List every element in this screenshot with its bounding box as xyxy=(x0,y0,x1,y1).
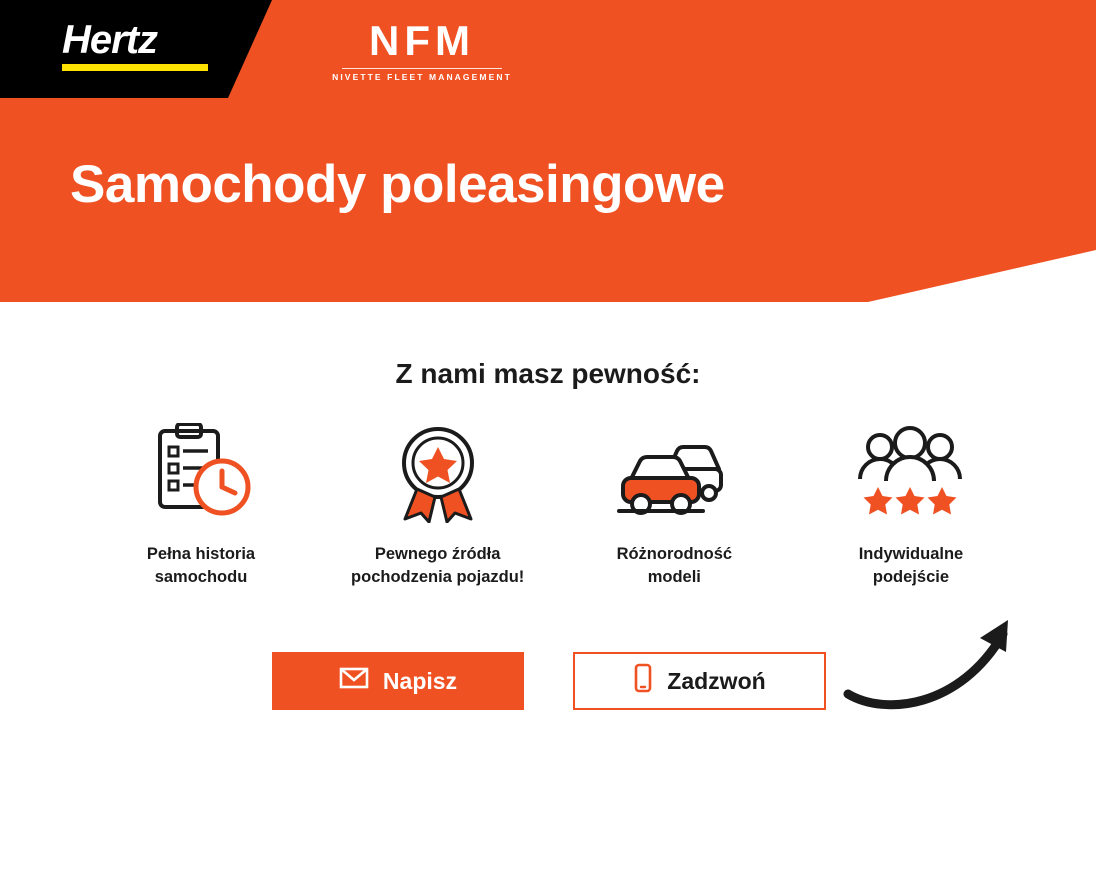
feature-label-origin-line1: Pewnego źródła xyxy=(374,545,501,563)
curved-arrow-icon xyxy=(840,612,1030,717)
feature-label-approach-line2: podejście xyxy=(872,568,950,586)
feature-item-approach xyxy=(806,420,1016,589)
write-button-label: Napisz xyxy=(382,667,458,694)
call-button-label: Zadzwoń xyxy=(667,667,766,694)
hertz-logo xyxy=(62,18,212,78)
feature-label-approach xyxy=(859,543,964,589)
feature-item-origin xyxy=(333,420,543,589)
feature-label-origin-line2: pochodzenia pojazdu! xyxy=(351,568,525,586)
feature-item-history xyxy=(96,420,306,589)
envelope-icon xyxy=(339,667,369,695)
hertz-logo-underline xyxy=(62,64,208,71)
phone-icon xyxy=(633,663,653,699)
section-title: Z nami masz pewność: xyxy=(395,358,701,389)
feature-label-history-line1: Pełna historia xyxy=(146,545,256,563)
feature-list xyxy=(96,420,1016,589)
nfm-logo-divider xyxy=(342,68,502,69)
feature-label-approach-line1: Indywidualne xyxy=(858,545,964,563)
nfm-logo-text: NFM xyxy=(369,17,475,64)
call-button[interactable] xyxy=(573,652,826,710)
header-banner xyxy=(0,0,1096,305)
feature-label-history xyxy=(147,543,255,589)
feature-label-variety-line2: modeli xyxy=(647,568,701,586)
cars-icon xyxy=(607,420,742,525)
hertz-logo-text: Hertz xyxy=(62,18,158,62)
feature-label-variety-line1: Różnorodność xyxy=(616,545,733,563)
write-button[interactable] xyxy=(272,652,524,710)
nfm-logo-subtitle: NIVETTE FLEET MANAGEMENT xyxy=(332,72,512,82)
feature-label-origin xyxy=(351,543,524,589)
award-medal-icon xyxy=(383,420,493,525)
page-title: Samochody poleasingowe xyxy=(70,155,725,214)
feature-label-history-line2: samochodu xyxy=(154,568,248,586)
feature-item-variety xyxy=(569,420,779,589)
feature-label-variety xyxy=(617,543,733,589)
nfm-logo xyxy=(322,18,522,82)
people-stars-icon xyxy=(848,420,973,525)
checklist-clock-icon xyxy=(142,420,260,525)
